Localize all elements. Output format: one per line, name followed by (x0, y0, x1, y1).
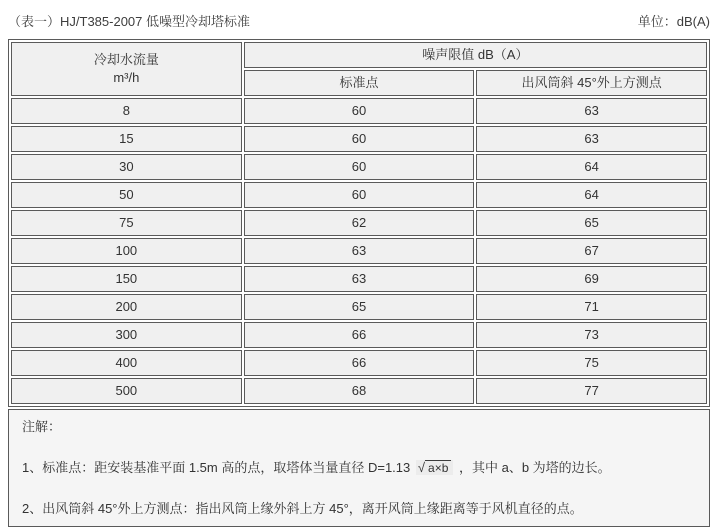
cell-standard-point: 66 (244, 322, 475, 348)
note-1 (22, 460, 696, 477)
notes-heading: 注解： (22, 419, 62, 434)
sqrt-expression (416, 460, 454, 475)
table-row (11, 294, 707, 320)
cell-standard-point: 65 (244, 294, 475, 320)
cell-flow-rate: 500 (11, 378, 242, 404)
cell-flow-rate: 100 (11, 238, 242, 264)
cell-outlet-point: 69 (476, 266, 707, 292)
cell-flow-rate: 75 (11, 210, 242, 236)
header-flow-label: 冷却水流量 (93, 52, 159, 68)
cell-standard-point: 60 (244, 98, 475, 124)
title-bar (8, 8, 710, 39)
cell-outlet-point: 63 (476, 98, 707, 124)
unit-label: 单位：dB(A) (637, 14, 710, 29)
table-body (11, 98, 707, 404)
page-title: （表一）HJ/T385-2007 低噪型冷却塔标准 (8, 14, 250, 29)
cell-outlet-point: 63 (476, 126, 707, 152)
cell-outlet-point: 64 (476, 154, 707, 180)
table-row (11, 126, 707, 152)
cell-outlet-point: 64 (476, 182, 707, 208)
header-flow-unit: m³/h (113, 70, 140, 85)
cell-outlet-point: 73 (476, 322, 707, 348)
cell-flow-rate: 8 (11, 98, 242, 124)
cell-standard-point: 60 (244, 154, 475, 180)
cell-outlet-point: 71 (476, 294, 707, 320)
cell-flow-rate: 30 (11, 154, 242, 180)
table-row (11, 266, 707, 292)
cell-flow-rate: 50 (11, 182, 242, 208)
cell-standard-point: 60 (244, 182, 475, 208)
cell-outlet-point: 77 (476, 378, 707, 404)
table-row (11, 98, 707, 124)
header-outlet-point: 出风筒斜 45°外上方测点 (476, 70, 707, 96)
cell-flow-rate: 200 (11, 294, 242, 320)
cell-standard-point: 66 (244, 350, 475, 376)
cell-flow-rate: 15 (11, 126, 242, 152)
note-1-suffix: ，其中 a、b 为塔的边长。 (459, 459, 611, 475)
table-row (11, 238, 707, 264)
table-row (11, 350, 707, 376)
table-row (11, 322, 707, 348)
header-noise-limit: 噪声限值 dB（A） (244, 42, 707, 68)
table-row (11, 210, 707, 236)
cell-flow-rate: 400 (11, 350, 242, 376)
cell-outlet-point: 75 (476, 350, 707, 376)
radical-sign: √ (417, 459, 426, 475)
header-flow-rate (11, 42, 242, 96)
radicand: a×b (425, 460, 451, 475)
cell-flow-rate: 150 (11, 266, 242, 292)
header-standard-point: 标准点 (244, 70, 475, 96)
cell-standard-point: 63 (244, 238, 475, 264)
table-row (11, 378, 707, 404)
note-1-text: 1、标准点：距安装基准平面 1.5m 高的点，取塔体当量直径 D=1.13 (22, 459, 411, 475)
table-row (11, 154, 707, 180)
table-row (11, 182, 707, 208)
cell-outlet-point: 65 (476, 210, 707, 236)
notes-box (8, 409, 710, 527)
cell-standard-point: 68 (244, 378, 475, 404)
cell-standard-point: 60 (244, 126, 475, 152)
note-2: 2、出风筒斜 45°外上方测点：指出风筒上缘外斜上方 45°，离开风筒上缘距离等于风机直径的点。 (22, 500, 583, 516)
cell-outlet-point: 67 (476, 238, 707, 264)
noise-standard-table (8, 39, 710, 407)
cell-flow-rate: 300 (11, 322, 242, 348)
table-header (11, 42, 707, 96)
cell-standard-point: 62 (244, 210, 475, 236)
cell-standard-point: 63 (244, 266, 475, 292)
